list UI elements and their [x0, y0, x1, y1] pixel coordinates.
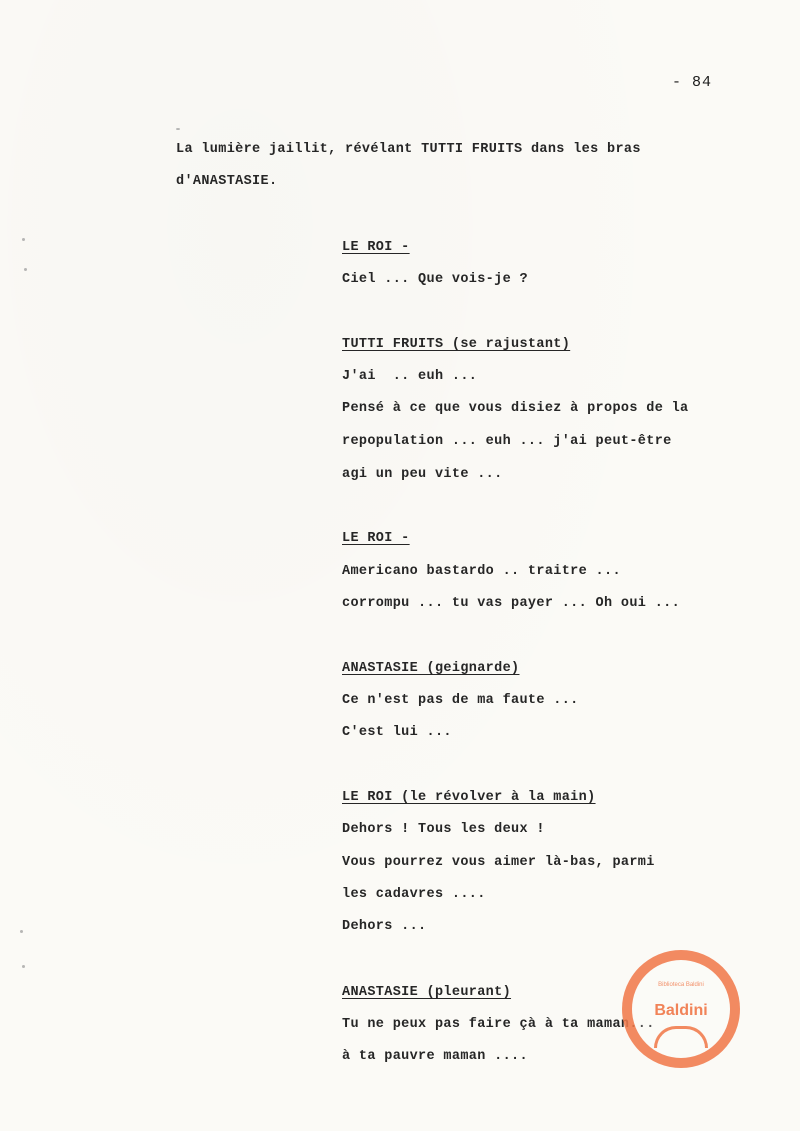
- speaker-anastasie: ANASTASIE (geignarde): [342, 661, 520, 676]
- stamp-name: Baldini: [654, 1002, 708, 1019]
- speaker-le-roi: LE ROI -: [342, 240, 410, 255]
- paper-speck: [176, 128, 180, 130]
- paper-speck: [24, 268, 27, 271]
- dialogue-line: Ce n'est pas de ma faute ...: [342, 693, 579, 708]
- stamp-arc-icon: [654, 1026, 708, 1048]
- dialogue-line: Dehors ...: [342, 919, 427, 934]
- dialogue-line: J'ai .. euh ...: [342, 369, 478, 384]
- stamp-small-text: Biblioteca Baldini: [658, 982, 704, 988]
- dialogue-line: corrompu ... tu vas payer ... Oh oui ...: [342, 596, 681, 611]
- paper-speck: [22, 238, 25, 241]
- library-stamp: [622, 950, 740, 1068]
- page-number: - 84: [672, 74, 713, 91]
- dialogue-line: à ta pauvre maman ....: [342, 1049, 528, 1064]
- stage-direction-line: d'ANASTASIE.: [176, 174, 278, 189]
- speaker-tutti-fruits: TUTTI FRUITS (se rajustant): [342, 337, 571, 352]
- speaker-anastasie: ANASTASIE (pleurant): [342, 985, 512, 1000]
- dialogue-line: les cadavres ....: [342, 887, 486, 902]
- speaker-le-roi: LE ROI (le révolver à la main): [342, 790, 596, 805]
- dialogue-line: Ciel ... Que vois-je ?: [342, 272, 528, 287]
- dialogue-line: Vous pourrez vous aimer là-bas, parmi: [342, 855, 655, 870]
- paper-speck: [20, 930, 23, 933]
- stage-direction-line: La lumière jaillit, révélant TUTTI FRUITS dans les bras: [176, 142, 641, 157]
- dialogue-line: repopulation ... euh ... j'ai peut-être: [342, 434, 672, 449]
- dialogue-line: Tu ne peux pas faire çà à ta maman...: [342, 1017, 655, 1032]
- dialogue-line: agi un peu vite ...: [342, 467, 503, 482]
- dialogue-line: Dehors ! Tous les deux !: [342, 822, 545, 837]
- paper-speck: [22, 965, 25, 968]
- dialogue-line: C'est lui ...: [342, 725, 452, 740]
- dialogue-line: Pensé à ce que vous disiez à propos de la: [342, 401, 689, 416]
- dialogue-line: Americano bastardo .. traitre ...: [342, 564, 621, 579]
- speaker-le-roi: LE ROI -: [342, 531, 410, 546]
